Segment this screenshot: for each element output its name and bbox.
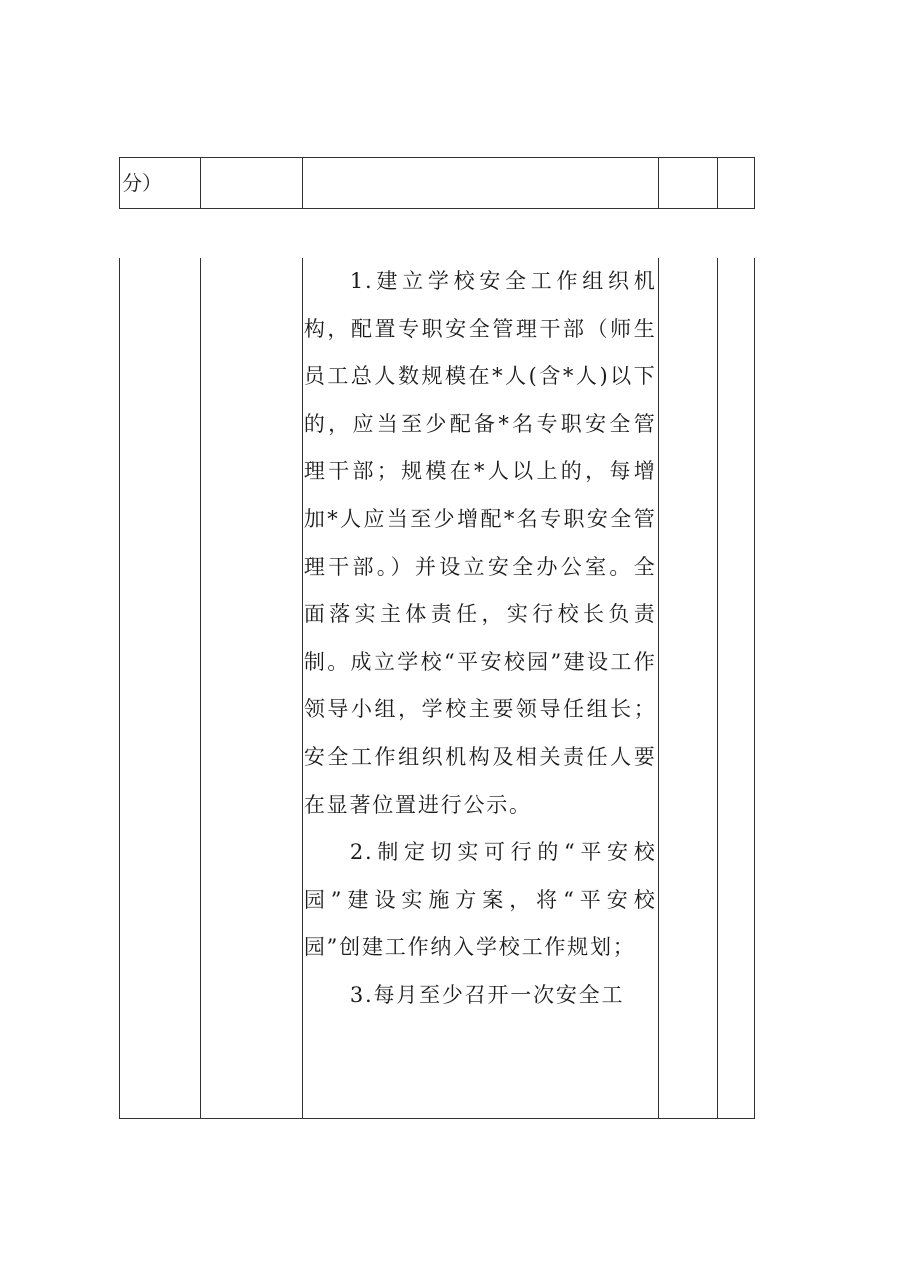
category-score-text: 分） — [122, 171, 162, 195]
table-top-fragment — [119, 157, 755, 209]
table-cell-remark — [717, 258, 754, 1119]
content-paragraph-2: 2.制定切实可行的“平安校园”建设实施方案，将“平安校园”创建工作纳入学校工作规划； — [303, 840, 657, 960]
table-row — [120, 258, 755, 1119]
table-row — [120, 158, 755, 209]
table-cell-category — [120, 258, 201, 1119]
table-cell-content — [302, 158, 658, 209]
table-main — [119, 258, 755, 1119]
table-cell-content — [302, 258, 658, 1119]
table-cell-remark — [717, 158, 754, 209]
table-cell-score — [658, 258, 717, 1119]
table-cell-category — [120, 158, 201, 209]
table-cell-score — [658, 158, 717, 209]
content-paragraph-3: 3.每月至少召开一次安全工 — [349, 982, 625, 1007]
table-cell-item — [201, 258, 302, 1119]
content-paragraph-1: 1.建立学校安全工作组织机构，配置专职安全管理干部（师生员工总人数规模在*人(含*人)以下的，应当至少配备*名专职安全管理干部；规模在*人以上的，每增加*人应当至少增配*名专职安全管理干部。）并设立安全办公室。全面落实主体责任，实行校长负责制。成立学校“平安校园”建设工作领导小组，学校主要领导任组长；安全工作组织机构及相关责任人要在显著位置进行公示。 — [303, 269, 657, 817]
table-cell-item — [201, 158, 302, 209]
